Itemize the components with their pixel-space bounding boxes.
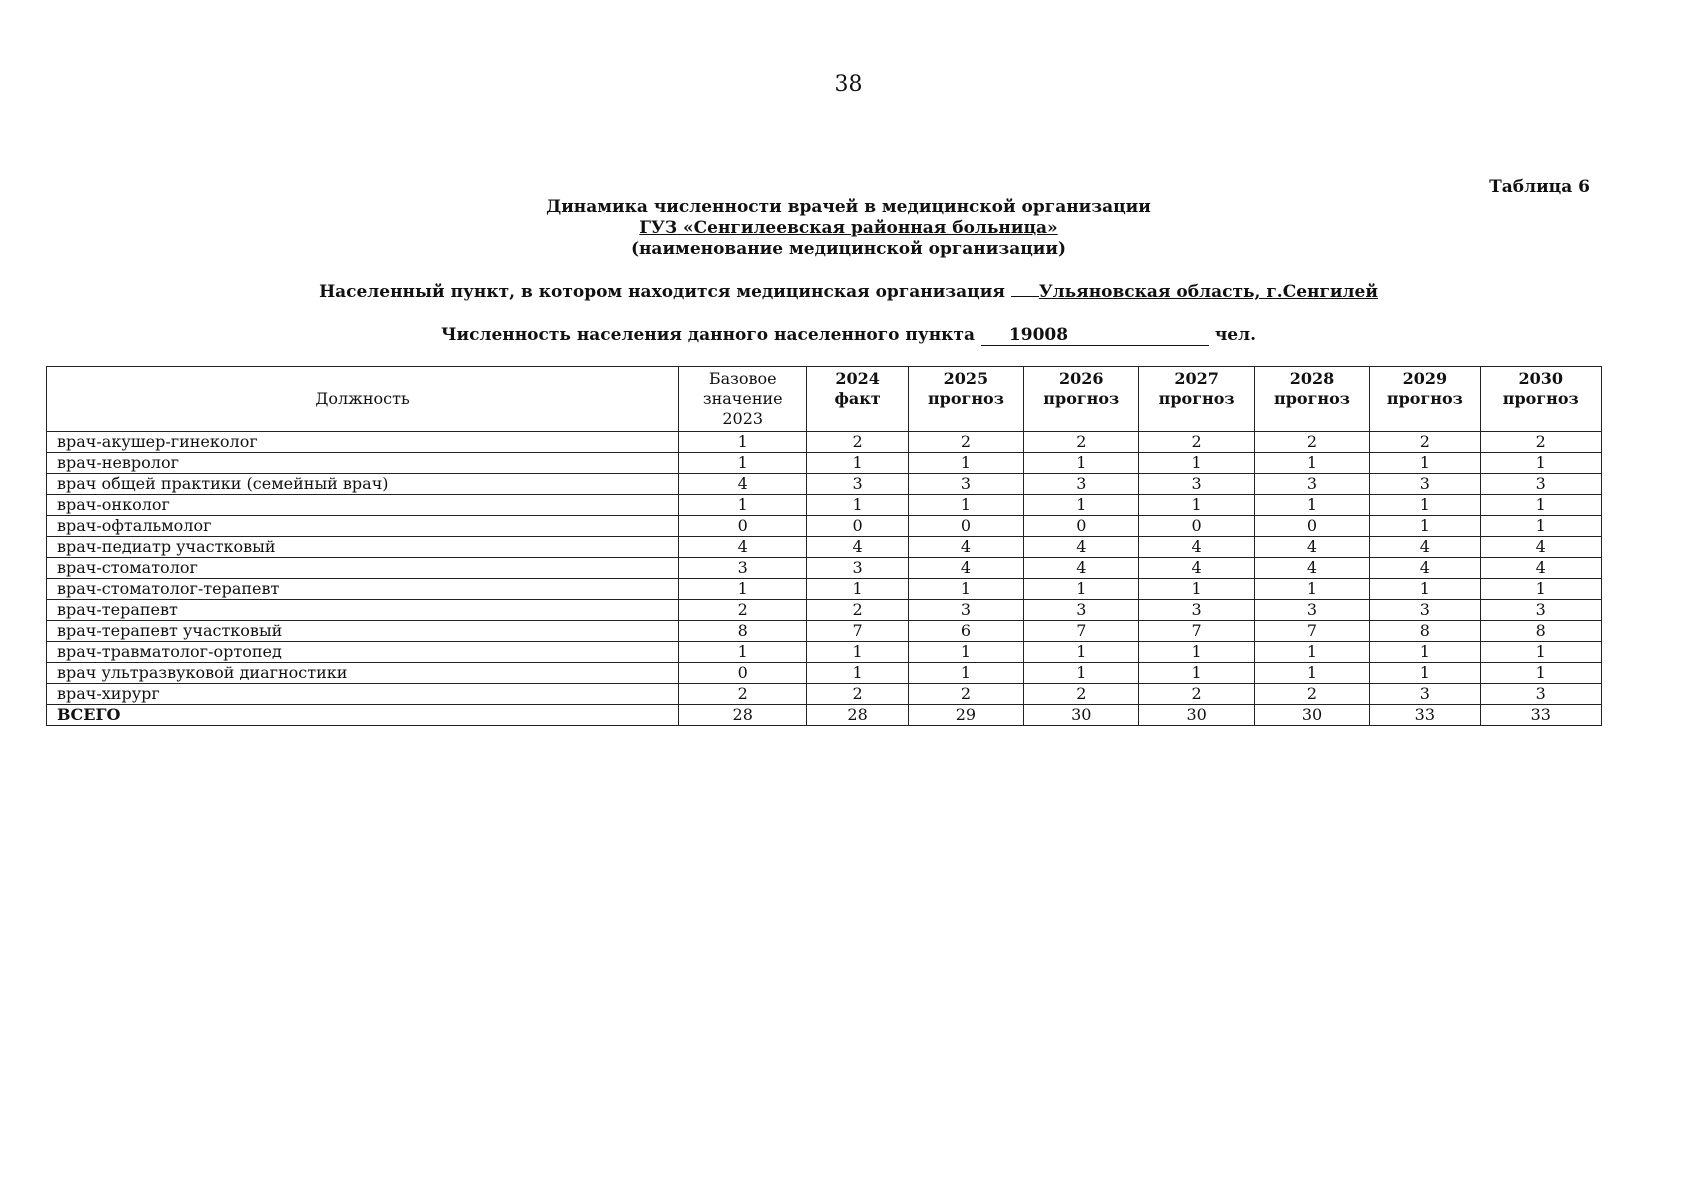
population-field [981, 326, 1209, 346]
value-cell: 1 [1024, 579, 1139, 600]
value-cell: 3 [1254, 474, 1369, 495]
header-year: 2026 [1059, 369, 1104, 388]
value-cell: 1 [1139, 495, 1254, 516]
value-cell: 8 [679, 621, 807, 642]
header-year-2027 [1139, 367, 1254, 432]
table-row [47, 684, 1602, 705]
table-row [47, 495, 1602, 516]
table-caption: Таблица 6 [1489, 177, 1590, 197]
value-cell: 2 [807, 432, 908, 453]
header-year-2028 [1254, 367, 1369, 432]
value-cell: 1 [679, 579, 807, 600]
value-cell: 1 [1254, 579, 1369, 600]
position-cell: врач-стоматолог-терапевт [47, 579, 679, 600]
value-cell: 1 [1139, 453, 1254, 474]
value-cell: 1 [807, 579, 908, 600]
table-row [47, 600, 1602, 621]
value-cell: 1 [1024, 495, 1139, 516]
value-cell: 1 [1370, 663, 1480, 684]
value-cell: 7 [807, 621, 908, 642]
value-cell: 0 [679, 516, 807, 537]
table-row [47, 558, 1602, 579]
header-year: 2025 [943, 369, 989, 388]
value-cell: 2 [1480, 432, 1601, 453]
table-row [47, 642, 1602, 663]
header-kind: прогноз [1158, 389, 1235, 408]
value-cell: 4 [1024, 558, 1139, 579]
position-cell: врач ультразвуковой диагностики [47, 663, 679, 684]
value-cell: 1 [1480, 453, 1601, 474]
total-value-cell: 30 [1254, 705, 1369, 726]
value-cell: 0 [807, 516, 908, 537]
value-cell: 0 [679, 663, 807, 684]
value-cell: 1 [1370, 579, 1480, 600]
value-cell: 1 [908, 663, 1023, 684]
value-cell: 0 [1254, 516, 1369, 537]
value-cell: 1 [908, 453, 1023, 474]
value-cell: 3 [908, 474, 1023, 495]
value-cell: 3 [679, 558, 807, 579]
value-cell: 7 [1139, 621, 1254, 642]
table-row [47, 663, 1602, 684]
value-cell: 1 [1024, 642, 1139, 663]
value-cell: 1 [679, 642, 807, 663]
value-cell: 1 [1139, 579, 1254, 600]
value-cell: 1 [1254, 663, 1369, 684]
value-cell: 3 [1480, 474, 1601, 495]
header-kind: факт [834, 389, 881, 408]
total-value-cell: 28 [679, 705, 807, 726]
table-body [47, 432, 1602, 726]
value-cell: 2 [807, 684, 908, 705]
value-cell: 3 [1370, 684, 1480, 705]
value-cell: 7 [1254, 621, 1369, 642]
value-cell: 2 [807, 600, 908, 621]
table-header-row [47, 367, 1602, 432]
header-kind: прогноз [1502, 389, 1579, 408]
header-kind: прогноз [1043, 389, 1120, 408]
total-value-cell: 28 [807, 705, 908, 726]
value-cell: 1 [807, 495, 908, 516]
value-cell: 6 [908, 621, 1023, 642]
value-cell: 3 [1480, 600, 1601, 621]
value-cell: 2 [1139, 432, 1254, 453]
value-cell: 1 [807, 642, 908, 663]
value-cell: 1 [1370, 516, 1480, 537]
value-cell: 4 [1480, 537, 1601, 558]
value-cell: 1 [679, 495, 807, 516]
position-cell: врач-стоматолог [47, 558, 679, 579]
total-value-cell: 33 [1480, 705, 1601, 726]
header-kind: прогноз [927, 389, 1004, 408]
population-unit: чел. [1214, 325, 1256, 345]
value-cell: 1 [1024, 663, 1139, 684]
value-cell: 4 [1254, 558, 1369, 579]
header-position: Должность [47, 367, 679, 432]
value-cell: 4 [679, 474, 807, 495]
value-cell: 3 [1370, 474, 1480, 495]
position-cell: врач-хирург [47, 684, 679, 705]
header-year-2029 [1370, 367, 1480, 432]
value-cell: 8 [1370, 621, 1480, 642]
value-cell: 4 [679, 537, 807, 558]
total-label: ВСЕГО [47, 705, 679, 726]
table-row [47, 516, 1602, 537]
organization-name: ГУЗ «Сенгилеевская районная больница» [639, 218, 1058, 238]
value-cell: 3 [1024, 474, 1139, 495]
value-cell: 1 [1139, 642, 1254, 663]
header-kind: прогноз [1274, 389, 1350, 408]
header-year-2026 [1024, 367, 1139, 432]
value-cell: 4 [1254, 537, 1369, 558]
value-cell: 4 [1370, 537, 1480, 558]
value-cell: 1 [1480, 579, 1601, 600]
header-base [679, 367, 807, 432]
value-cell: 1 [807, 663, 908, 684]
header-kind: прогноз [1386, 389, 1463, 408]
position-cell: врач-педиатр участковый [47, 537, 679, 558]
value-cell: 1 [807, 453, 908, 474]
title-block [0, 197, 1697, 260]
header-year-2025 [908, 367, 1023, 432]
value-cell: 1 [908, 642, 1023, 663]
table-row [47, 453, 1602, 474]
total-value-cell: 29 [908, 705, 1023, 726]
table-row [47, 537, 1602, 558]
value-cell: 2 [908, 432, 1023, 453]
value-cell: 3 [1024, 600, 1139, 621]
value-cell: 0 [1024, 516, 1139, 537]
header-year: 2027 [1174, 369, 1219, 388]
position-cell: врач-травматолог-ортопед [47, 642, 679, 663]
value-cell: 1 [679, 453, 807, 474]
population-label: Численность населения данного населенного пункта [441, 325, 975, 345]
value-cell: 2 [679, 684, 807, 705]
population-line [0, 325, 1697, 346]
header-year: 2024 [835, 369, 880, 388]
value-cell: 3 [1480, 684, 1601, 705]
locality-blank [1011, 282, 1039, 297]
header-base-line2: значение [702, 389, 783, 408]
table-row [47, 621, 1602, 642]
value-cell: 0 [1139, 516, 1254, 537]
value-cell: 1 [1254, 495, 1369, 516]
value-cell: 3 [1370, 600, 1480, 621]
value-cell: 2 [1254, 684, 1369, 705]
value-cell: 3 [1139, 474, 1254, 495]
value-cell: 4 [807, 537, 908, 558]
value-cell: 2 [1024, 684, 1139, 705]
value-cell: 3 [807, 474, 908, 495]
value-cell: 1 [1024, 453, 1139, 474]
position-cell: врач-терапевт участковый [47, 621, 679, 642]
header-year-2024 [807, 367, 908, 432]
value-cell: 7 [1024, 621, 1139, 642]
value-cell: 1 [1480, 516, 1601, 537]
position-cell: врач-акушер-гинеколог [47, 432, 679, 453]
value-cell: 2 [1370, 432, 1480, 453]
value-cell: 1 [1480, 495, 1601, 516]
value-cell: 2 [679, 600, 807, 621]
locality-line [0, 282, 1697, 302]
table-row [47, 474, 1602, 495]
value-cell: 4 [908, 537, 1023, 558]
population-value: 19008 [1008, 325, 1069, 345]
value-cell: 1 [1370, 453, 1480, 474]
locality-label: Населенный пункт, в котором находится медицинская организация [319, 282, 1005, 302]
value-cell: 2 [908, 684, 1023, 705]
value-cell: 1 [1139, 663, 1254, 684]
value-cell: 3 [1254, 600, 1369, 621]
value-cell: 3 [908, 600, 1023, 621]
table-title: Динамика численности врачей в медицинской организации [546, 197, 1151, 217]
header-base-line3: 2023 [722, 409, 764, 428]
value-cell: 4 [1139, 558, 1254, 579]
value-cell: 1 [1370, 642, 1480, 663]
value-cell: 4 [908, 558, 1023, 579]
organization-note: (наименование медицинской организации) [630, 239, 1067, 259]
header-year-2030 [1480, 367, 1601, 432]
value-cell: 4 [1139, 537, 1254, 558]
value-cell: 2 [1139, 684, 1254, 705]
total-value-cell: 30 [1139, 705, 1254, 726]
value-cell: 1 [908, 495, 1023, 516]
position-cell: врач общей практики (семейный врач) [47, 474, 679, 495]
table-row [47, 579, 1602, 600]
header-year: 2029 [1402, 369, 1448, 388]
locality-value: Ульяновская область, г.Сенгилей [1038, 282, 1378, 302]
value-cell: 2 [1024, 432, 1139, 453]
value-cell: 1 [1254, 642, 1369, 663]
value-cell: 3 [807, 558, 908, 579]
value-cell: 8 [1480, 621, 1601, 642]
value-cell: 1 [908, 579, 1023, 600]
page-number: 38 [834, 72, 863, 97]
value-cell: 4 [1370, 558, 1480, 579]
header-year: 2030 [1518, 369, 1564, 388]
value-cell: 1 [1370, 495, 1480, 516]
header-base-line1: Базовое [708, 369, 777, 388]
value-cell: 1 [1480, 663, 1601, 684]
value-cell: 2 [1254, 432, 1369, 453]
position-cell: врач-офтальмолог [47, 516, 679, 537]
doctors-table [46, 366, 1602, 726]
value-cell: 1 [1254, 453, 1369, 474]
position-cell: врач-терапевт [47, 600, 679, 621]
table-row [47, 432, 1602, 453]
value-cell: 4 [1024, 537, 1139, 558]
value-cell: 1 [679, 432, 807, 453]
value-cell: 1 [1480, 642, 1601, 663]
header-year: 2028 [1289, 369, 1335, 388]
value-cell: 3 [1139, 600, 1254, 621]
total-value-cell: 30 [1024, 705, 1139, 726]
position-cell: врач-невролог [47, 453, 679, 474]
value-cell: 4 [1480, 558, 1601, 579]
position-cell: врач-онколог [47, 495, 679, 516]
value-cell: 0 [908, 516, 1023, 537]
total-row [47, 705, 1602, 726]
total-value-cell: 33 [1370, 705, 1480, 726]
